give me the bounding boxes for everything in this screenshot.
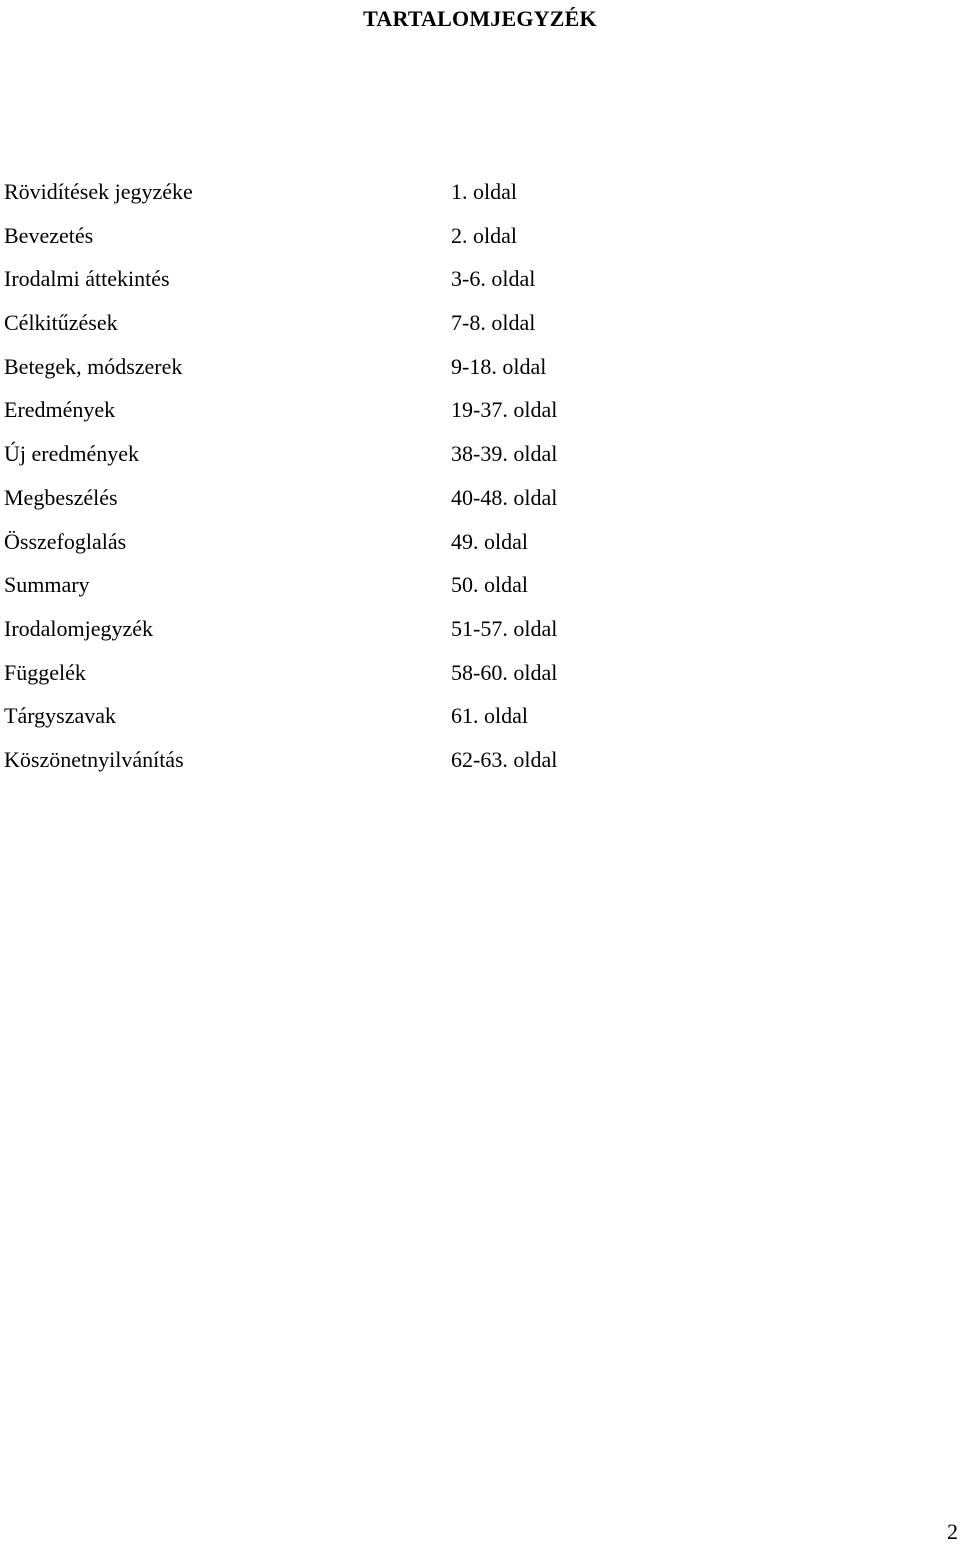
toc-row [4, 177, 704, 221]
toc-entry-label: Megbeszélés [4, 484, 118, 510]
toc-entry-label: Célkitűzések [4, 310, 118, 336]
toc-entry-page: 2. oldal [451, 222, 517, 248]
toc-entry-label: Betegek, módszerek [4, 353, 183, 379]
toc-entry-label: Eredmények [4, 397, 116, 423]
toc-row [4, 658, 704, 702]
toc-entry-page: 40-48. oldal [451, 484, 558, 510]
page-title: TARTALOMJEGYZÉK [363, 6, 597, 31]
toc-row [4, 221, 704, 265]
toc-row [4, 395, 704, 439]
toc-row [4, 352, 704, 396]
toc-row [4, 527, 704, 571]
toc-row [4, 570, 704, 614]
toc-entry-page: 7-8. oldal [451, 310, 536, 336]
toc-row [4, 701, 704, 745]
toc-row [4, 483, 704, 527]
table-of-contents [4, 177, 704, 789]
toc-entry-page: 51-57. oldal [451, 615, 558, 641]
toc-entry-label: Tárgyszavak [4, 703, 116, 729]
toc-entry-page: 49. oldal [451, 528, 528, 554]
toc-entry-label: Új eredmények [4, 441, 139, 467]
toc-entry-label: Függelék [4, 659, 86, 685]
toc-row [4, 745, 704, 789]
toc-entry-page: 61. oldal [451, 703, 528, 729]
page-number: 2 [947, 1519, 958, 1544]
toc-row [4, 264, 704, 308]
toc-row [4, 439, 704, 483]
toc-row [4, 308, 704, 352]
toc-entry-page: 19-37. oldal [451, 397, 558, 423]
toc-row [4, 614, 704, 658]
toc-entry-page: 9-18. oldal [451, 353, 547, 379]
toc-entry-page: 38-39. oldal [451, 441, 558, 467]
toc-entry-page: 3-6. oldal [451, 266, 536, 292]
toc-entry-label: Irodalmi áttekintés [4, 266, 170, 292]
toc-entry-page: 62-63. oldal [451, 746, 558, 772]
toc-entry-label: Összefoglalás [4, 528, 127, 554]
toc-entry-label: Köszönetnyilvánítás [4, 746, 184, 772]
toc-entry-label: Bevezetés [4, 222, 94, 248]
toc-entry-label: Rövidítések jegyzéke [4, 179, 193, 204]
toc-entry-label: Summary [4, 572, 90, 598]
toc-entry-page: 1. oldal [451, 179, 517, 204]
toc-entry-page: 58-60. oldal [451, 659, 558, 685]
toc-entry-label: Irodalomjegyzék [4, 615, 154, 641]
toc-entry-page: 50. oldal [451, 572, 528, 598]
